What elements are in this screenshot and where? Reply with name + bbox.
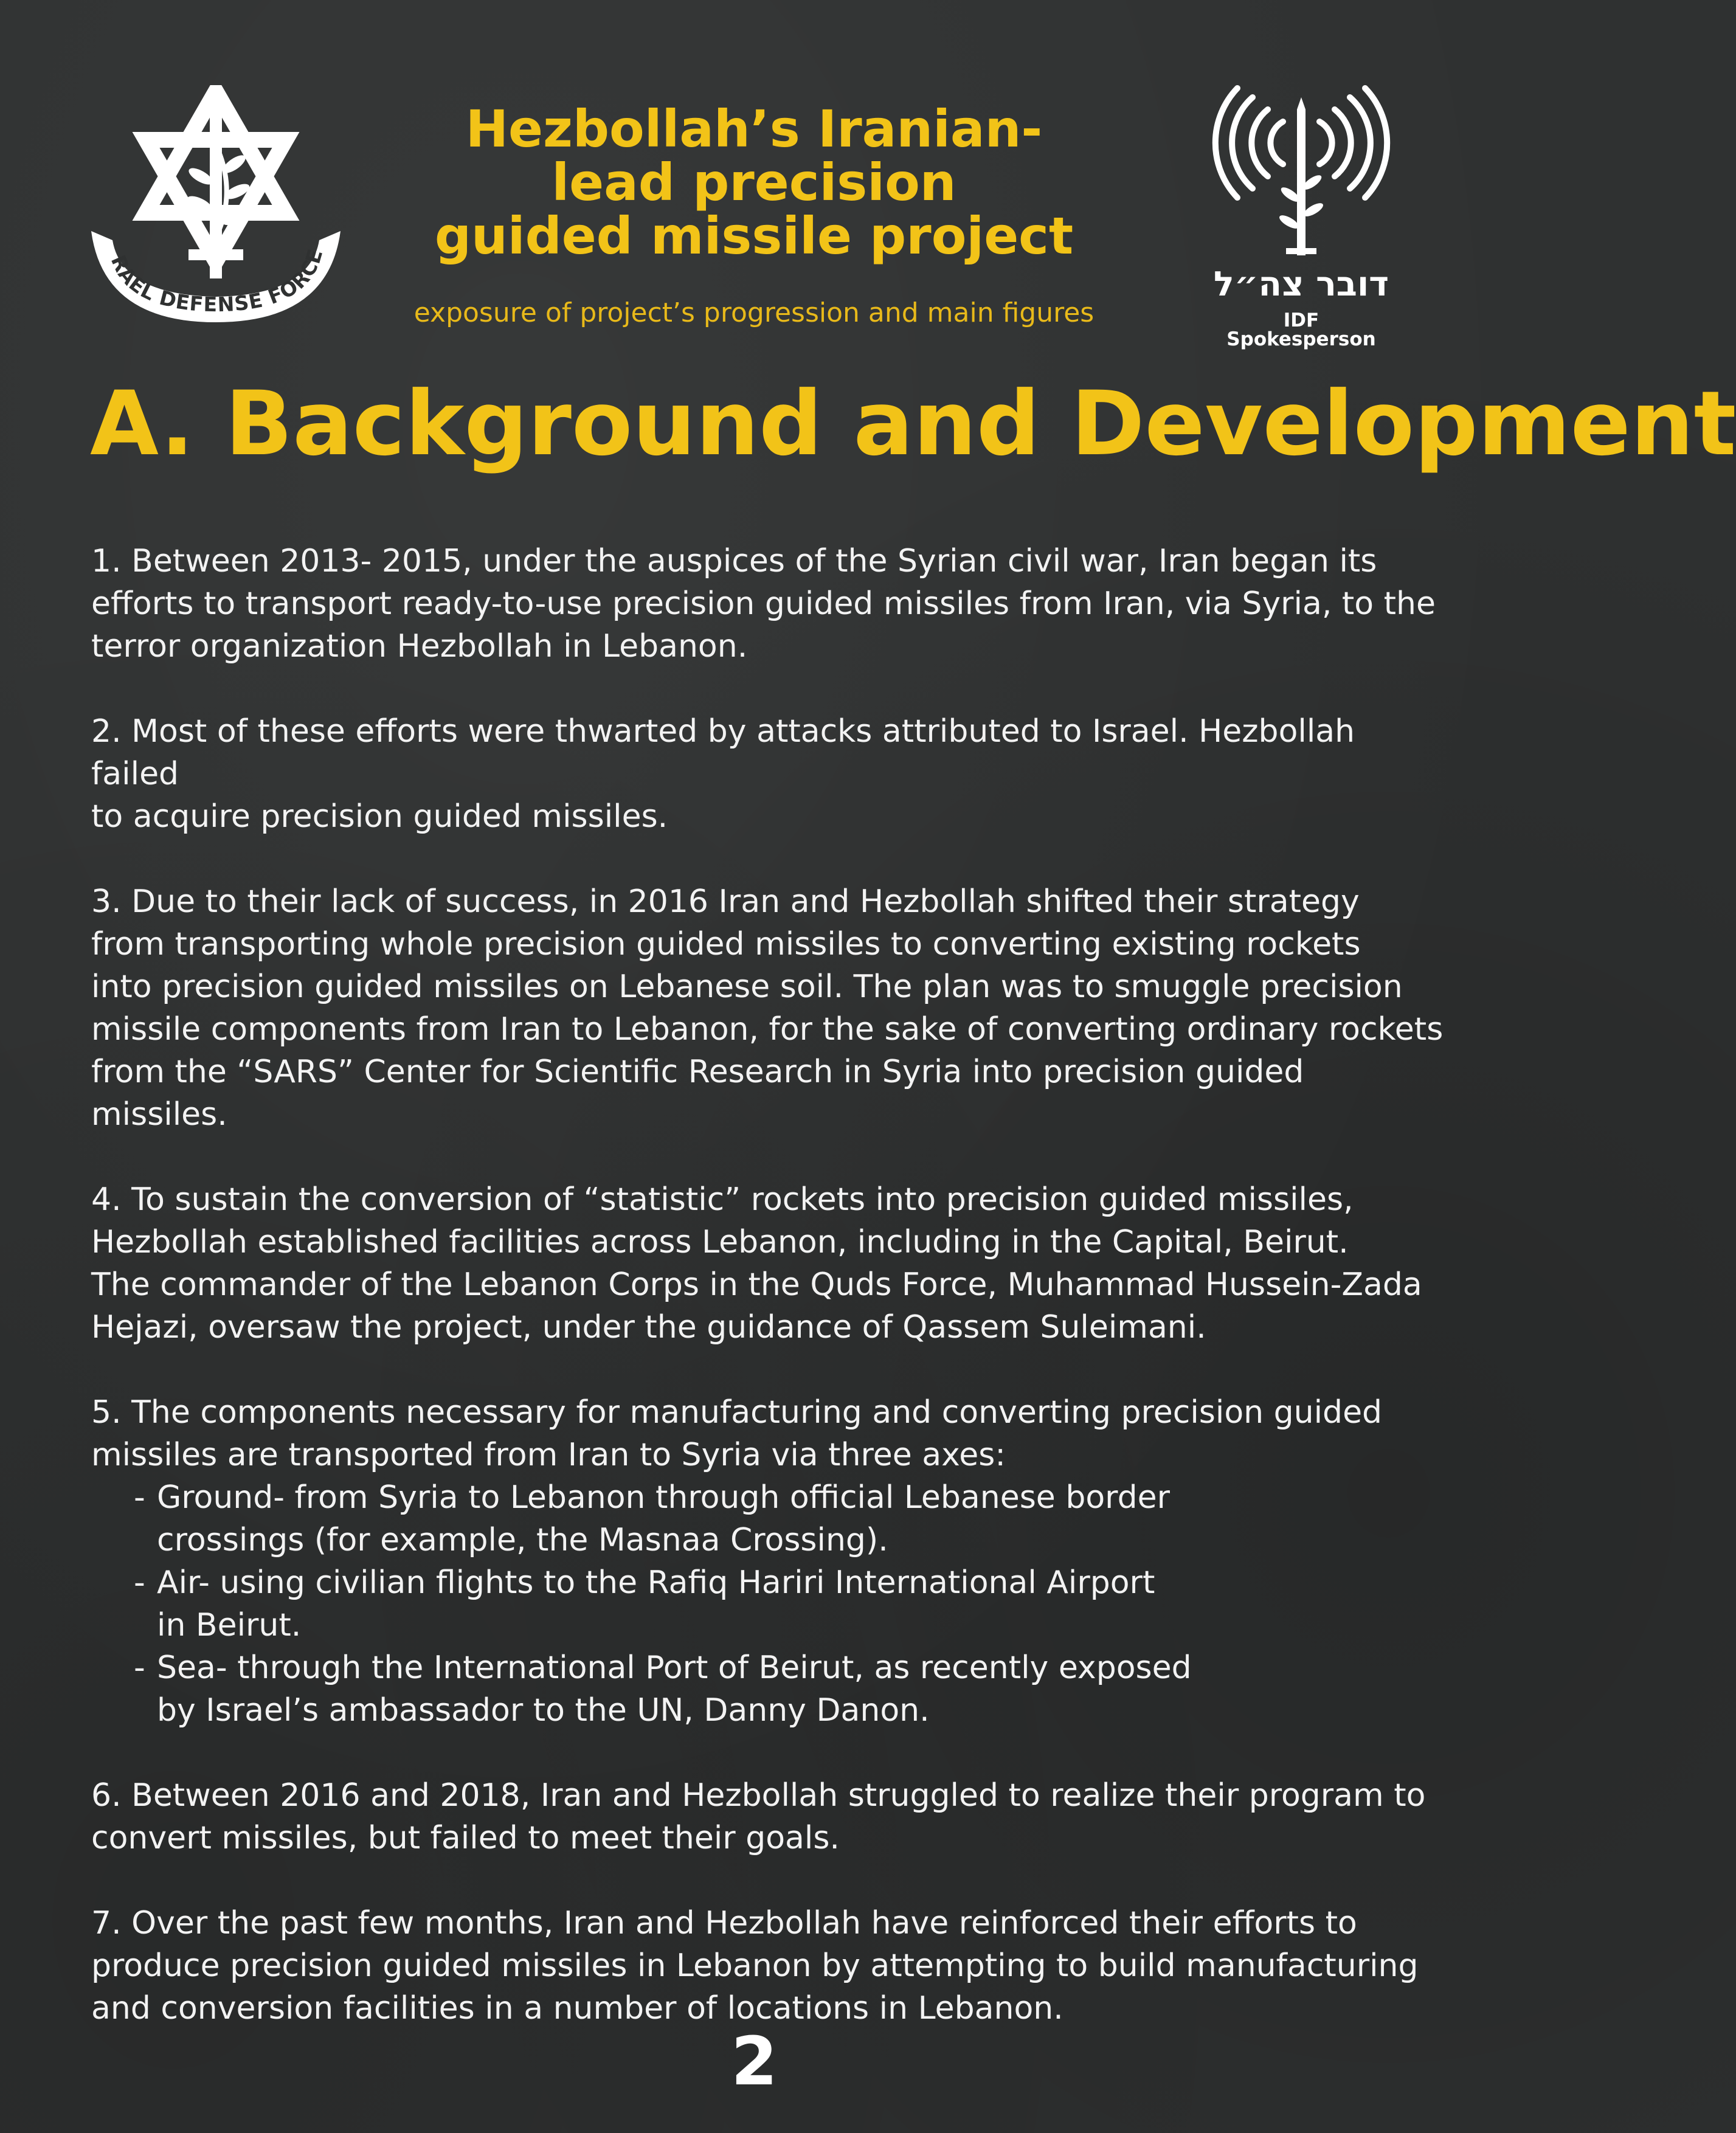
section-heading: A. Background and Development (90, 372, 1736, 475)
text-line: efforts to transport ready-to-use precision guided missiles from Iran, via Syria, to the (91, 586, 1436, 622)
document-subtitle: exposure of project’s progression and main figures (413, 297, 1095, 328)
text-line: 1. Between 2013- 2015, under the auspices of the Syrian civil war, Iran began its (91, 543, 1377, 579)
text-line: Sea- through the International Port of Beirut, as recently exposed (157, 1650, 1192, 1686)
text-line: 3. Due to their lack of success, in 2016 Iran and Hezbollah shifted their strategy (91, 883, 1360, 920)
paragraph-4 (91, 1178, 1447, 1349)
text-line: 5. The components necessary for manufacturing and converting precision guided (91, 1394, 1383, 1431)
idf-emblem-logo (85, 85, 365, 334)
paragraph-1 (91, 540, 1447, 668)
title-line: lead precision (552, 153, 956, 212)
title-line: guided missile project (434, 206, 1074, 266)
text-line: missile components from Iran to Lebanon, for the sake of converting ordinary rockets (91, 1011, 1444, 1048)
paragraph-6 (91, 1774, 1447, 1859)
paragraph-7 (91, 1902, 1447, 2030)
spokesperson-hebrew-label: דובר צה״ל (1213, 264, 1389, 304)
text-line: 2. Most of these efforts were thwarted by attacks attributed to Israel. Hezbollah failed (91, 713, 1355, 792)
text-line: The commander of the Lebanon Corps in the Quds Force, Muhammad Hussein-Zada (91, 1267, 1422, 1303)
text-line: Hejazi, oversaw the project, under the guidance of Qassem Suleimani. (91, 1309, 1206, 1346)
text-line: terror organization Hezbollah in Lebanon. (91, 628, 748, 665)
bullet-dash: - (134, 1564, 145, 1601)
text-line: Hezbollah established facilities across Lebanon, including in the Capital, Beirut. (91, 1224, 1349, 1260)
text-line: in Beirut. (157, 1607, 302, 1644)
bullet-dash: - (134, 1650, 145, 1686)
idf-emblem-text: RAEL DEFENSE FORCE (106, 246, 328, 317)
text-line: convert missiles, but failed to meet their goals. (91, 1820, 840, 1856)
list-item (91, 1476, 1251, 1561)
text-line: by Israel’s ambassador to the UN, Danny Danon. (157, 1692, 930, 1729)
idf-spokesperson-logo (1210, 85, 1392, 350)
text-line: into precision guided missiles on Lebanese soil. The plan was to smuggle precision (91, 969, 1403, 1005)
paragraph-3 (91, 880, 1447, 1136)
text-line: from transporting whole precision guided missiles to converting existing rockets (91, 926, 1361, 963)
text-line: 6. Between 2016 and 2018, Iran and Hezbollah struggled to realize their program to (91, 1777, 1426, 1814)
spokesperson-english-label: IDF Spokesperson (1226, 309, 1376, 350)
paragraph-5 (91, 1391, 1447, 1732)
text-line: 7. Over the past few months, Iran and Hezbollah have reinforced their efforts to (91, 1905, 1357, 1941)
title-line: Hezbollah’s Iranian- (465, 99, 1043, 159)
idf-emblem-icon (85, 85, 365, 334)
text-line: from the “SARS” Center for Scientific Research in Syria into precision guided (91, 1054, 1304, 1090)
bullet-dash: - (134, 1479, 145, 1516)
broadcast-antenna-icon (1210, 85, 1392, 268)
text-line: 4. To sustain the conversion of “statistic” rockets into precision guided missiles, (91, 1181, 1354, 1218)
body-content (91, 540, 1447, 2072)
text-line: produce precision guided missiles in Lebanon by attempting to build manufacturing (91, 1948, 1419, 1984)
list-item (91, 1561, 1251, 1647)
text-line: Air- using civilian flights to the Rafiq Hariri International Airport (157, 1564, 1155, 1601)
text-line: and conversion facilities in a number of locations in Lebanon. (91, 1990, 1063, 2027)
document-title (389, 99, 1119, 266)
list-item (91, 1647, 1251, 1732)
text-line: crossings (for example, the Masnaa Crossing). (157, 1522, 888, 1558)
transport-axes-list (91, 1476, 1447, 1732)
paragraph-2 (91, 710, 1447, 838)
text-line: missiles are transported from Iran to Syria via three axes: (91, 1437, 1006, 1473)
text-line: Ground- from Syria to Lebanon through official Lebanese border (157, 1479, 1170, 1516)
text-line: to acquire precision guided missiles. (91, 798, 668, 835)
text-line: missiles. (91, 1096, 227, 1133)
page-number: 2 (731, 2022, 778, 2100)
